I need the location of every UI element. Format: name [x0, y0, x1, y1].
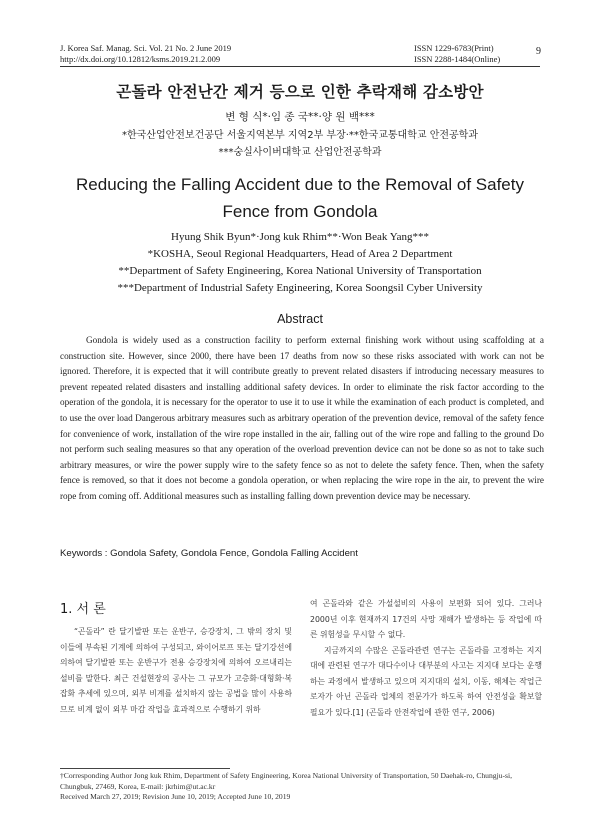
korean-title: 곤돌라 안전난간 제거 등으로 인한 추락재해 감소방안 — [116, 83, 484, 101]
abstract-heading: Abstract — [277, 312, 323, 326]
korean-affiliation-1: *한국산업안전보건공단 서울지역본부 지역2부 부장·**한국교통대학교 안전공학과 — [121, 130, 479, 141]
footnote — [60, 771, 540, 803]
journal-line: J. Korea Saf. Manag. Sci. Vol. 21 No. 2 June 2019 — [60, 43, 232, 53]
header-divider — [60, 66, 540, 67]
left-column — [60, 624, 292, 717]
page-number: 9 — [536, 46, 541, 57]
korean-authors: 변 형 식*·임 종 국**·양 원 백*** — [225, 111, 375, 123]
footnote-divider — [60, 768, 230, 769]
english-affiliation-3: ***Department of Industrial Safety Engineering, Korea Soongsil Cyber University — [117, 282, 483, 294]
doi-line[interactable]: http://dx.doi.org/10.12812/ksms.2019.21.2.009 — [60, 54, 221, 64]
issn-online: ISSN 2288-1484(Online) — [414, 54, 501, 64]
issn-print: ISSN 1229-6783(Print) — [414, 43, 494, 53]
english-title-line-1: Reducing the Falling Accident due to the Removal of Safety — [76, 175, 524, 194]
english-affiliation-1: *KOSHA, Seoul Regional Headquarters, Head of Area 2 Department — [147, 248, 453, 260]
english-affiliation-2: **Department of Safety Engineering, Korea National University of Transportation — [118, 265, 482, 277]
intro-paragraph-right-1: 여 곤돌라와 같은 가설설비의 사용이 보편화 되어 있다. 그러나 2000년 이후 현재까지 17건의 사망 재해가 발생하는 등 작업에 따른 위험성을 무시할 수 없다. — [310, 599, 542, 639]
issn-block — [414, 43, 500, 65]
english-authors: Hyung Shik Byun*·Jong kuk Rhim**·Won Beak Yang*** — [171, 231, 429, 243]
right-column — [310, 596, 542, 720]
korean-affiliation-2: ***숭실사이버대학교 산업안전공학과 — [218, 147, 382, 158]
abstract-text: Gondola is widely used as a construction facility to perform external finishing work without using scaffolding at a construction site. However, since 2000, there have been 17 deaths from now so these risks associated with work can not be ignored. Therefore, it is expected that it will contribute greatly to prevent related disasters if introducing necessary measures to prevent repeated related disasters and installing additional safety devices. In order to eliminate the risk factor according to the operation of the gondola, it is necessary for the operator to use it to use it while the examination of each product is completed, and to use the over load Dangerous arbitrary measures such as arbitrary operation of the prevention device, removal of the safety fence for convenience of work, installation of the wire rope installed in the air, falling out of the wire rope and falling to the ground Do not perform such sealing measures so that any operation of the overload prevention device can not be done so as not to take such arbitrary measures, or wire the power supply wire to the safety fence so as not to delete the safety fence. Then, when the safety fence is removed, so that it does not become a gondola operation, or when replacing the wire rope in the air, to prevent the wire rope from coming off. Additional measures such as installing falling down prevention device may be necessary. — [60, 335, 544, 501]
section-heading: 1. 서 론 — [60, 602, 106, 617]
intro-paragraph-left: “곤돌라” 란 달기발판 또는 운반구, 승강장치, 그 밖의 장치 및 이들에 부속된 기계에 의하여 구성되고, 와이어로프 또는 달기강선에 의하여 달기발판 또는 운반구가 전용 승강장치에 의하여 오르내리는 설비를 말한다. 최근 건설현장의 공사는 그 규모가 고층화·대형화·복잡화 추세에 있으며, 외부 비계를 설치하지 않는 공법을 많이 사용하므로 비계 없이 외부 마감 작업을 효과적으로 수행하기 위하 — [60, 627, 292, 714]
intro-paragraph-right-2: 지금까지의 수많은 곤돌라관련 연구는 곤돌라를 고정하는 지지대에 관련된 연구가 대다수이나 대부분의 사고는 지지대 보다는 운행하는 과정에서 발생하고 있으며 지지대의 설치, 이동, 해체는 작업근로자가 아닌 곤돌라 업체의 전문가가 하도록 하여 안전성을 확보할 필요가 있다.[1] (곤돌라 안전작업에 관한 연구, 2006) — [310, 645, 542, 717]
english-title-line-2: Fence from Gondola — [222, 202, 378, 221]
journal-citation — [60, 43, 231, 65]
abstract-body — [60, 333, 544, 505]
received-dates: Received March 27, 2019; Revision June 10, 2019; Accepted June 10, 2019 — [60, 792, 291, 801]
corresponding-author: †Corresponding Author Jong kuk Rhim, Department of Safety Engineering, Korea National University of Transportation, 50 Daehak-ro, Chungju-si, Chungbuk, 27469, Korea, E-mail: jkrhim@ut.ac.kr — [60, 771, 512, 791]
keywords-line: Keywords : Gondola Safety, Gondola Fence, Gondola Falling Accident — [60, 548, 358, 559]
